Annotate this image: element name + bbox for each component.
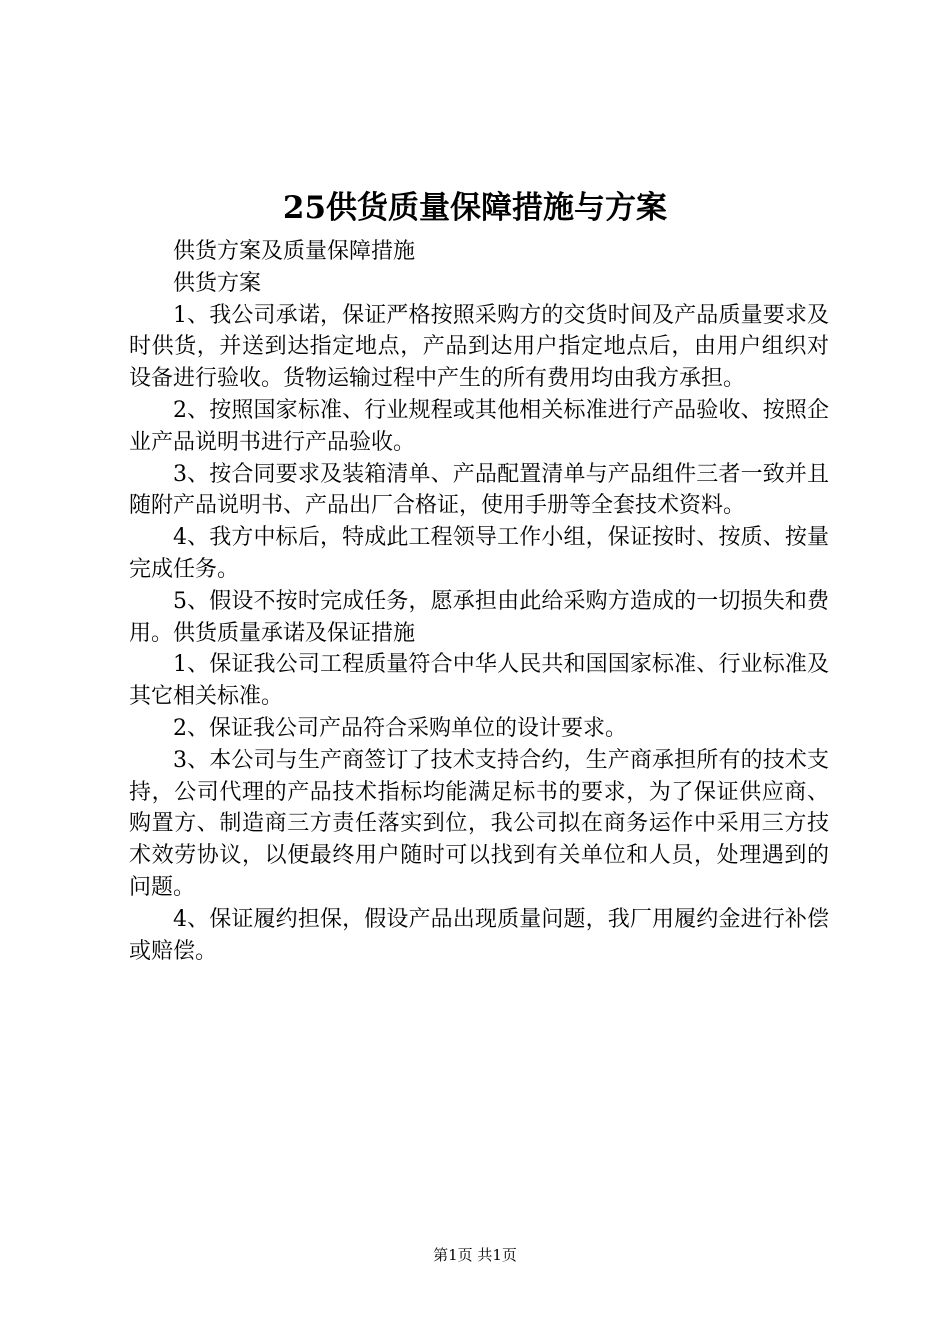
page-footer: 第1页 共1页	[433, 1246, 517, 1264]
paragraph: 2、按照国家标准、行业规程或其他相关标准进行产品验收、按照企业产品说明书进行产品验收。	[129, 397, 829, 455]
paragraph: 5、假设不按时完成任务，愿承担由此给采购方造成的一切损失和费用。供货质量承诺及保证措施	[129, 588, 829, 646]
paragraph: 1、我公司承诺，保证严格按照采购方的交货时间及产品质量要求及时供货，并送到达指定地点，产品到达用户指定地点后，由用户组织对设备进行验收。货物运输过程中产生的所有费用均由我方承担。	[129, 302, 829, 392]
paragraph: 4、保证履约担保，假设产品出现质量问题，我厂用履约金进行补偿或赔偿。	[129, 906, 829, 964]
paragraph: 2、保证我公司产品符合采购单位的设计要求。	[173, 715, 627, 741]
paragraph: 3、按合同要求及装箱清单、产品配置清单与产品组件三者一致并且随附产品说明书、产品出厂合格证，使用手册等全套技术资料。	[129, 461, 829, 519]
document-body	[129, 236, 829, 967]
paragraph: 4、我方中标后，特成此工程领导工作小组，保证按时、按质、按量完成任务。	[129, 525, 829, 582]
document-title: 25供货质量保障措施与方案	[282, 190, 668, 226]
paragraph: 供货方案	[173, 270, 262, 296]
paragraph: 3、本公司与生产商签订了技术支持合约，生产商承担所有的技术支持，公司代理的产品技术指标均能满足标书的要求，为了保证供应商、购置方、制造商三方责任落实到位，我公司拟在商务运作中采用三方技术效劳协议，以便最终用户随时可以找到有关单位和人员，处理遇到的问题。	[129, 747, 829, 900]
paragraph: 供货方案及质量保障措施	[173, 239, 416, 264]
paragraph: 1、保证我公司工程质量符合中华人民共和国国家标准、行业标准及其它相关标准。	[129, 652, 829, 710]
